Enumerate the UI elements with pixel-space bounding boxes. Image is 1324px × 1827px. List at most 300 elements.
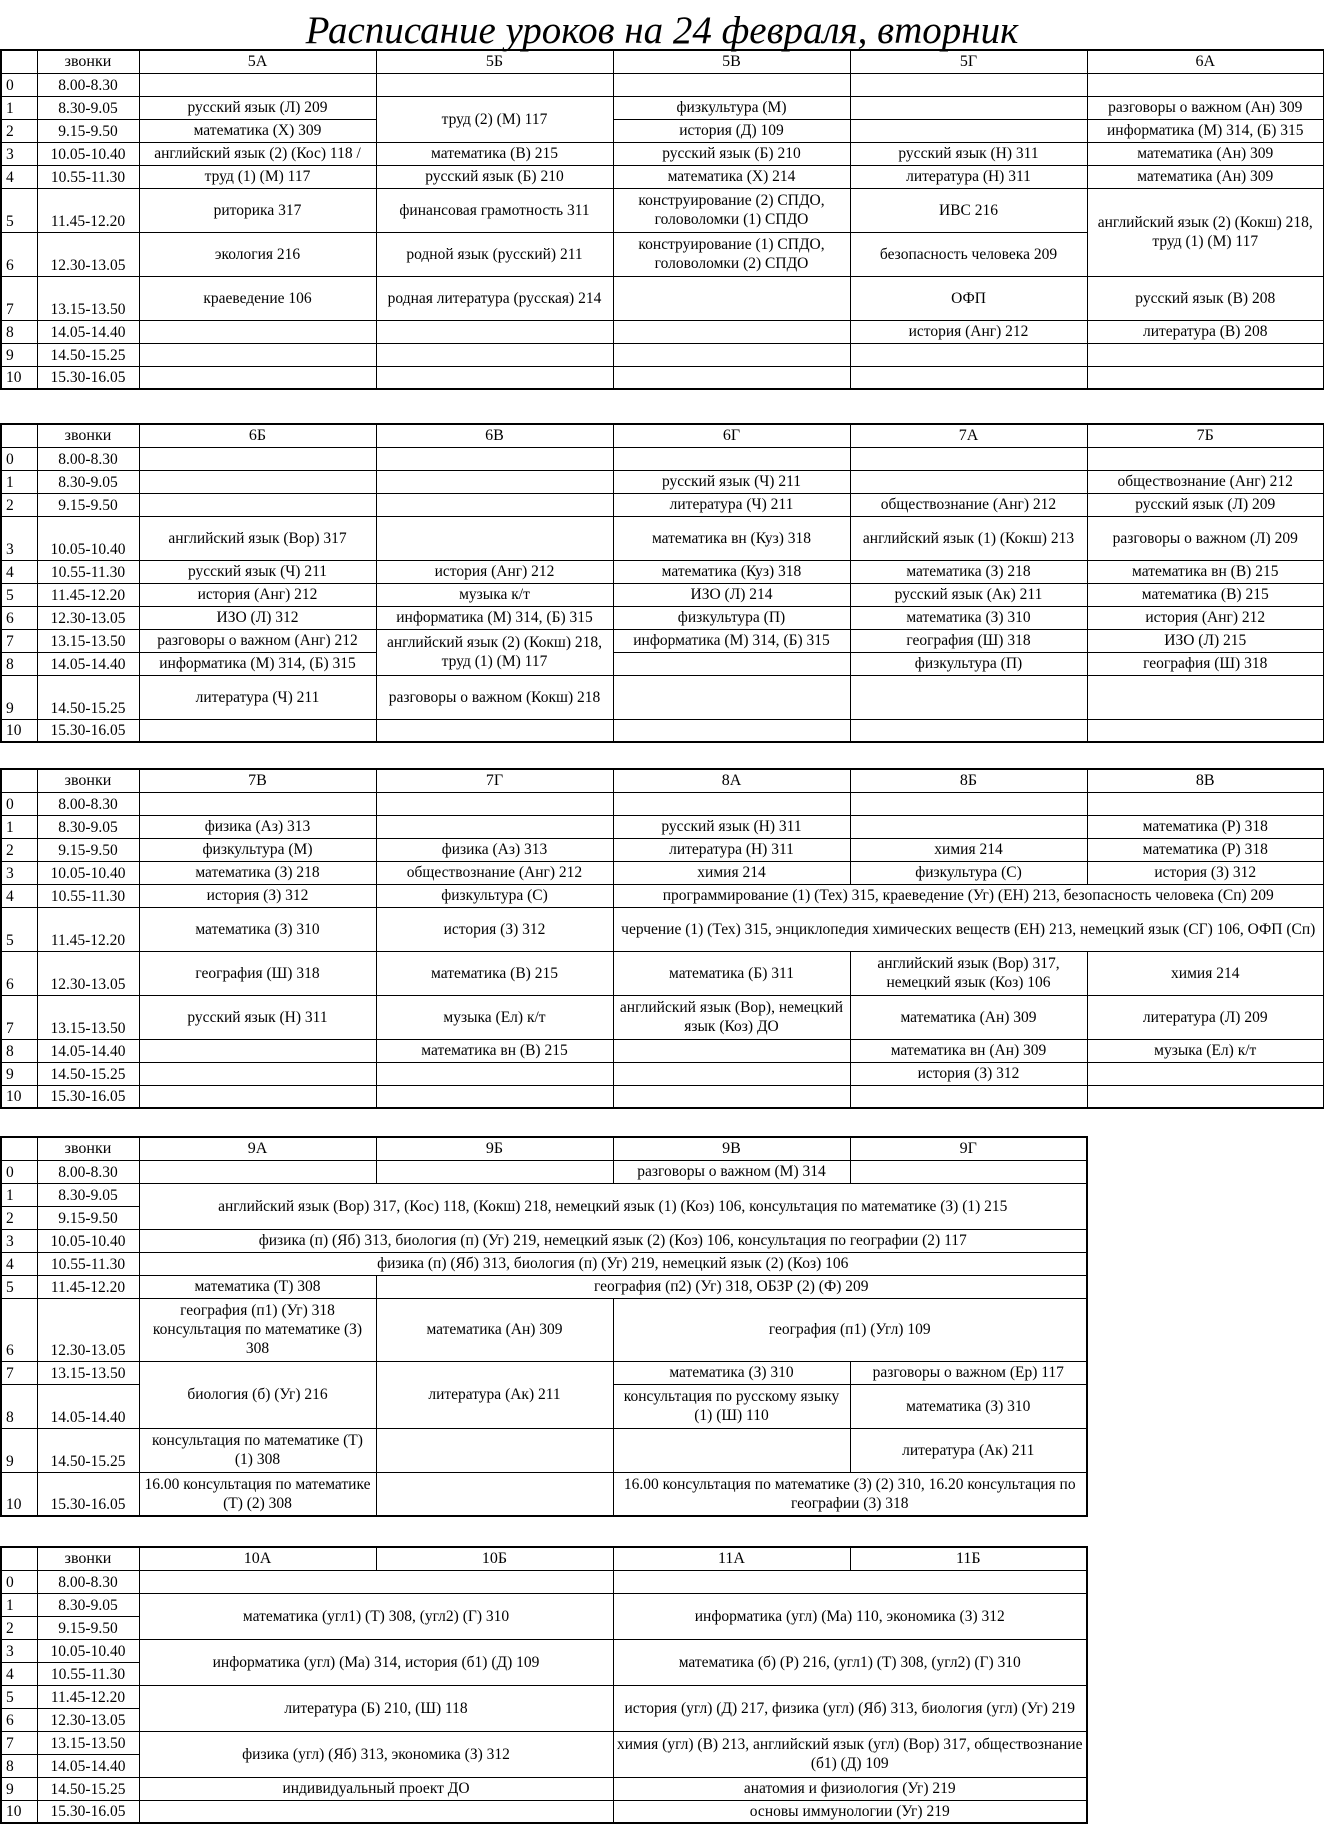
lesson-cell bbox=[613, 276, 850, 320]
lesson-number: 10 bbox=[1, 719, 37, 742]
lesson-number: 1 bbox=[1, 1593, 37, 1616]
lesson-cell: русский язык (Ак) 211 bbox=[850, 583, 1087, 606]
lesson-cell: английский язык (Вор) 317, немецкий язык (Коз) 106 bbox=[850, 951, 1087, 995]
lesson-cell bbox=[139, 1800, 613, 1823]
bell-time: 12.30-13.05 bbox=[37, 232, 139, 276]
lesson-cell: химия 214 bbox=[613, 861, 850, 884]
bell-time: 15.30-16.05 bbox=[37, 366, 139, 389]
bell-time: 11.45-12.20 bbox=[37, 188, 139, 232]
class-header: 11А bbox=[613, 1547, 850, 1570]
lesson-number: 3 bbox=[1, 861, 37, 884]
lesson-number: 7 bbox=[1, 1731, 37, 1754]
class-header: 5Б bbox=[376, 50, 613, 73]
header-row bbox=[1, 1547, 1087, 1570]
lesson-number: 4 bbox=[1, 560, 37, 583]
lesson-number: 9 bbox=[1, 675, 37, 719]
lesson-cell: физкультура (С) bbox=[376, 884, 613, 907]
lesson-row bbox=[1, 583, 1324, 606]
lesson-cell bbox=[376, 1472, 613, 1516]
lesson-cell: обществознание (Анг) 212 bbox=[850, 493, 1087, 516]
lesson-cell: химия (угл) (В) 213, английский язык (угл) (Вор) 317, обществознание (б1) (Д) 109 bbox=[613, 1731, 1087, 1777]
lesson-cell: обществознание (Анг) 212 bbox=[1087, 470, 1324, 493]
lesson-row bbox=[1, 719, 1324, 742]
lesson-number: 9 bbox=[1, 1062, 37, 1085]
lesson-cell: труд (1) (М) 117 bbox=[139, 165, 376, 188]
lesson-row bbox=[1, 1229, 1087, 1252]
lesson-cell: английский язык (Вор) 317 bbox=[139, 516, 376, 560]
lesson-cell: ИЗО (Л) 312 bbox=[139, 606, 376, 629]
lesson-number: 6 bbox=[1, 606, 37, 629]
lesson-cell: история (З) 312 bbox=[139, 884, 376, 907]
lesson-cell: математика (Ан) 309 bbox=[850, 995, 1087, 1039]
lesson-cell: история (Анг) 212 bbox=[376, 560, 613, 583]
lesson-number: 8 bbox=[1, 652, 37, 675]
lesson-cell: химия 214 bbox=[850, 838, 1087, 861]
lesson-cell bbox=[376, 1160, 613, 1183]
lesson-cell: физкультура (М) bbox=[613, 96, 850, 119]
lesson-cell: информатика (М) 314, (Б) 315 bbox=[1087, 119, 1324, 142]
lesson-cell bbox=[1087, 792, 1324, 815]
schedule-table-5a-6a bbox=[0, 49, 1324, 390]
lesson-row bbox=[1, 606, 1324, 629]
bell-time: 10.05-10.40 bbox=[37, 861, 139, 884]
lesson-row bbox=[1, 1039, 1324, 1062]
lesson-cell: физика (угл) (Яб) 313, экономика (З) 312 bbox=[139, 1731, 613, 1777]
lesson-cell: математика (Куз) 318 bbox=[613, 560, 850, 583]
bell-time: 14.05-14.40 bbox=[37, 1039, 139, 1062]
class-header: 7А bbox=[850, 424, 1087, 447]
lesson-cell: ОФП bbox=[850, 276, 1087, 320]
lesson-row bbox=[1, 1428, 1087, 1472]
lesson-number: 8 bbox=[1, 1754, 37, 1777]
schedule-table-9a-9g bbox=[0, 1136, 1088, 1517]
class-header: 11Б bbox=[850, 1547, 1087, 1570]
lesson-cell: информатика (М) 314, (Б) 315 bbox=[139, 652, 376, 675]
lesson-cell bbox=[850, 470, 1087, 493]
lesson-cell: ИЗО (Л) 214 bbox=[613, 583, 850, 606]
bell-time: 12.30-13.05 bbox=[37, 1298, 139, 1361]
lesson-cell bbox=[376, 792, 613, 815]
lesson-number: 7 bbox=[1, 276, 37, 320]
lesson-cell: литература (Ак) 211 bbox=[376, 1361, 613, 1428]
lesson-cell bbox=[376, 1062, 613, 1085]
lesson-cell: родной язык (русский) 211 bbox=[376, 232, 613, 276]
lesson-number: 9 bbox=[1, 1777, 37, 1800]
lesson-number: 4 bbox=[1, 165, 37, 188]
class-header: 5Г bbox=[850, 50, 1087, 73]
lesson-row bbox=[1, 1183, 1087, 1206]
lesson-row bbox=[1, 119, 1324, 142]
lesson-cell bbox=[850, 815, 1087, 838]
lesson-number: 0 bbox=[1, 792, 37, 815]
lesson-cell: математика (З) 310 bbox=[613, 1361, 850, 1384]
lesson-cell: русский язык (Л) 209 bbox=[1087, 493, 1324, 516]
lesson-number: 5 bbox=[1, 907, 37, 951]
class-header: 6Б bbox=[139, 424, 376, 447]
bell-time: 14.50-15.25 bbox=[37, 1777, 139, 1800]
bell-time: 13.15-13.50 bbox=[37, 629, 139, 652]
lesson-row bbox=[1, 861, 1324, 884]
lesson-cell: разговоры о важном (Анг) 212 bbox=[139, 629, 376, 652]
lesson-cell: родная литература (русская) 214 bbox=[376, 276, 613, 320]
lesson-cell bbox=[376, 366, 613, 389]
lesson-cell: математика (Р) 318 bbox=[1087, 815, 1324, 838]
lesson-row bbox=[1, 1639, 1087, 1662]
lesson-number: 5 bbox=[1, 188, 37, 232]
lesson-cell: английский язык (Вор) 317, (Кос) 118, (Кокш) 218, немецкий язык (1) (Коз) 106, консультация по математике (З) (1) 215 bbox=[139, 1183, 1087, 1229]
schedule-table-7v-8v bbox=[0, 768, 1324, 1109]
bell-time: 11.45-12.20 bbox=[37, 1275, 139, 1298]
lesson-cell: история (Анг) 212 bbox=[850, 320, 1087, 343]
bell-time: 8.30-9.05 bbox=[37, 96, 139, 119]
lesson-cell bbox=[613, 719, 850, 742]
lesson-row bbox=[1, 1298, 1087, 1361]
lesson-cell bbox=[376, 719, 613, 742]
lesson-number: 6 bbox=[1, 232, 37, 276]
lesson-cell bbox=[1087, 73, 1324, 96]
lesson-cell: география (п2) (Уг) 318, ОБЗР (2) (Ф) 209 bbox=[376, 1275, 1087, 1298]
lesson-cell: математика (В) 215 bbox=[376, 951, 613, 995]
lesson-cell bbox=[613, 73, 850, 96]
lesson-row bbox=[1, 320, 1324, 343]
lesson-cell: история (З) 312 bbox=[1087, 861, 1324, 884]
lesson-cell: география (Ш) 318 bbox=[139, 951, 376, 995]
lesson-cell: русский язык (Н) 311 bbox=[139, 995, 376, 1039]
lesson-cell bbox=[139, 366, 376, 389]
lesson-number: 0 bbox=[1, 1160, 37, 1183]
lesson-cell: обществознание (Анг) 212 bbox=[376, 861, 613, 884]
lesson-cell bbox=[376, 493, 613, 516]
lesson-row bbox=[1, 276, 1324, 320]
lesson-cell bbox=[613, 343, 850, 366]
lesson-cell: история (Анг) 212 bbox=[139, 583, 376, 606]
lesson-cell: математика вн (В) 215 bbox=[376, 1039, 613, 1062]
lesson-cell: краеведение 106 bbox=[139, 276, 376, 320]
bell-time: 9.15-9.50 bbox=[37, 119, 139, 142]
bell-time: 15.30-16.05 bbox=[37, 1472, 139, 1516]
bells-header: звонки bbox=[37, 1547, 139, 1570]
lesson-cell bbox=[1087, 343, 1324, 366]
lesson-cell: литература (Б) 210, (Ш) 118 bbox=[139, 1685, 613, 1731]
lesson-cell: математика вн (Куз) 318 bbox=[613, 516, 850, 560]
lesson-row bbox=[1, 1252, 1087, 1275]
lesson-row bbox=[1, 1160, 1087, 1183]
lesson-cell bbox=[376, 320, 613, 343]
lesson-number: 1 bbox=[1, 470, 37, 493]
bell-time: 14.50-15.25 bbox=[37, 343, 139, 366]
bell-time: 8.30-9.05 bbox=[37, 815, 139, 838]
lesson-row bbox=[1, 447, 1324, 470]
lesson-number: 6 bbox=[1, 1298, 37, 1361]
lesson-row bbox=[1, 815, 1324, 838]
lesson-cell: труд (2) (М) 117 bbox=[376, 96, 613, 142]
lesson-cell bbox=[1087, 366, 1324, 389]
bell-time: 15.30-16.05 bbox=[37, 1800, 139, 1823]
bell-time: 8.00-8.30 bbox=[37, 1570, 139, 1593]
bell-time: 13.15-13.50 bbox=[37, 995, 139, 1039]
lesson-row bbox=[1, 1593, 1087, 1616]
lesson-row bbox=[1, 1777, 1087, 1800]
lesson-row bbox=[1, 1275, 1087, 1298]
lesson-cell: консультация по математике (Т) (1) 308 bbox=[139, 1428, 376, 1472]
lesson-cell: математика (З) 218 bbox=[139, 861, 376, 884]
lesson-row bbox=[1, 652, 1324, 675]
lesson-cell: разговоры о важном (Л) 209 bbox=[1087, 516, 1324, 560]
lesson-cell bbox=[613, 652, 850, 675]
bell-time: 14.05-14.40 bbox=[37, 320, 139, 343]
class-header: 5А bbox=[139, 50, 376, 73]
lesson-cell bbox=[613, 1570, 1087, 1593]
class-header: 6В bbox=[376, 424, 613, 447]
lesson-cell: литература (Ч) 211 bbox=[139, 675, 376, 719]
lesson-row bbox=[1, 366, 1324, 389]
lesson-cell bbox=[850, 792, 1087, 815]
lesson-row bbox=[1, 560, 1324, 583]
lesson-number: 9 bbox=[1, 343, 37, 366]
lesson-number: 7 bbox=[1, 1361, 37, 1384]
lesson-cell bbox=[850, 119, 1087, 142]
lesson-row bbox=[1, 675, 1324, 719]
lesson-cell bbox=[850, 447, 1087, 470]
lesson-number-header bbox=[1, 50, 37, 73]
lesson-cell: физкультура (М) bbox=[139, 838, 376, 861]
lesson-row bbox=[1, 838, 1324, 861]
class-header: 7Г bbox=[376, 769, 613, 792]
bell-time: 8.30-9.05 bbox=[37, 1183, 139, 1206]
lesson-cell: безопасность человека 209 bbox=[850, 232, 1087, 276]
lesson-cell: математика (Ан) 309 bbox=[1087, 142, 1324, 165]
lesson-number: 5 bbox=[1, 583, 37, 606]
lesson-number: 1 bbox=[1, 815, 37, 838]
lesson-number: 0 bbox=[1, 73, 37, 96]
class-header: 10Б bbox=[376, 1547, 613, 1570]
lesson-cell: консультация по русскому языку (1) (Ш) 110 bbox=[613, 1384, 850, 1428]
class-header: 9А bbox=[139, 1137, 376, 1160]
bells-header: звонки bbox=[37, 424, 139, 447]
lesson-cell bbox=[850, 343, 1087, 366]
lesson-cell bbox=[139, 719, 376, 742]
lesson-number: 10 bbox=[1, 366, 37, 389]
lesson-cell: география (Ш) 318 bbox=[850, 629, 1087, 652]
lesson-number: 5 bbox=[1, 1685, 37, 1708]
lesson-number: 6 bbox=[1, 951, 37, 995]
lesson-cell: анатомия и физиология (Уг) 219 bbox=[613, 1777, 1087, 1800]
lesson-cell: математика (Б) 311 bbox=[613, 951, 850, 995]
bell-time: 10.55-11.30 bbox=[37, 1662, 139, 1685]
lesson-cell: математика (Х) 214 bbox=[613, 165, 850, 188]
lesson-cell: экология 216 bbox=[139, 232, 376, 276]
lesson-cell: математика (Ан) 309 bbox=[1087, 165, 1324, 188]
lesson-cell bbox=[1087, 1062, 1324, 1085]
lesson-cell bbox=[139, 1062, 376, 1085]
class-header: 5В bbox=[613, 50, 850, 73]
header-row bbox=[1, 50, 1324, 73]
bell-time: 9.15-9.50 bbox=[37, 1206, 139, 1229]
lesson-cell: литература (Ак) 211 bbox=[850, 1428, 1087, 1472]
lesson-cell: биология (б) (Уг) 216 bbox=[139, 1361, 376, 1428]
class-header: 9В bbox=[613, 1137, 850, 1160]
bells-header: звонки bbox=[37, 1137, 139, 1160]
lesson-cell bbox=[613, 1085, 850, 1108]
lesson-cell bbox=[139, 493, 376, 516]
lesson-cell bbox=[850, 96, 1087, 119]
lesson-number: 2 bbox=[1, 493, 37, 516]
lesson-cell bbox=[850, 73, 1087, 96]
bell-time: 8.30-9.05 bbox=[37, 1593, 139, 1616]
lesson-cell: русский язык (Н) 311 bbox=[613, 815, 850, 838]
lesson-cell: русский язык (Ч) 211 bbox=[613, 470, 850, 493]
class-header: 7Б bbox=[1087, 424, 1324, 447]
class-header: 9Б bbox=[376, 1137, 613, 1160]
lesson-row bbox=[1, 1685, 1087, 1708]
bell-time: 15.30-16.05 bbox=[37, 719, 139, 742]
lesson-cell: физкультура (П) bbox=[850, 652, 1087, 675]
lesson-cell bbox=[376, 447, 613, 470]
lesson-number: 4 bbox=[1, 1662, 37, 1685]
lesson-number: 2 bbox=[1, 838, 37, 861]
bell-time: 9.15-9.50 bbox=[37, 838, 139, 861]
bell-time: 10.55-11.30 bbox=[37, 560, 139, 583]
spacer bbox=[0, 400, 1324, 422]
lesson-row bbox=[1, 516, 1324, 560]
lesson-cell bbox=[613, 675, 850, 719]
lesson-cell: черчение (1) (Тех) 315, энциклопедия химических веществ (ЕН) 213, немецкий язык (СГ) 106, ОФП (Сп) bbox=[613, 907, 1324, 951]
lesson-cell bbox=[613, 1039, 850, 1062]
lesson-cell: литература (Л) 209 bbox=[1087, 995, 1324, 1039]
lesson-cell bbox=[376, 516, 613, 560]
lesson-cell: математика (Х) 309 bbox=[139, 119, 376, 142]
lesson-cell: литература (В) 208 bbox=[1087, 320, 1324, 343]
lesson-row bbox=[1, 165, 1324, 188]
lesson-cell: финансовая грамотность 311 bbox=[376, 188, 613, 232]
lesson-cell bbox=[1087, 447, 1324, 470]
lesson-cell: 16.00 консультация по математике (З) (2) 310, 16.20 консультация по географии (3) 318 bbox=[613, 1472, 1087, 1516]
lesson-cell: музыка к/т bbox=[376, 583, 613, 606]
lesson-row bbox=[1, 792, 1324, 815]
lesson-cell: английский язык (2) (Кос) 118 / bbox=[139, 142, 376, 165]
lesson-cell bbox=[850, 1160, 1087, 1183]
bell-time: 14.05-14.40 bbox=[37, 652, 139, 675]
lesson-cell: математика (З) 310 bbox=[139, 907, 376, 951]
bell-time: 14.50-15.25 bbox=[37, 1062, 139, 1085]
bell-time: 10.05-10.40 bbox=[37, 1229, 139, 1252]
lesson-row bbox=[1, 1472, 1087, 1516]
lesson-cell bbox=[850, 1085, 1087, 1108]
lesson-number-header bbox=[1, 1547, 37, 1570]
class-header: 8А bbox=[613, 769, 850, 792]
lesson-row bbox=[1, 470, 1324, 493]
lesson-cell bbox=[139, 73, 376, 96]
lesson-row bbox=[1, 493, 1324, 516]
lesson-cell: русский язык (Б) 210 bbox=[376, 165, 613, 188]
lesson-cell: математика (Ан) 309 bbox=[376, 1298, 613, 1361]
lesson-number: 4 bbox=[1, 884, 37, 907]
bell-time: 8.00-8.30 bbox=[37, 73, 139, 96]
lesson-cell: 16.00 консультация по математике (Т) (2) 308 bbox=[139, 1472, 376, 1516]
lesson-row bbox=[1, 343, 1324, 366]
lesson-cell: физкультура (С) bbox=[850, 861, 1087, 884]
lesson-cell: английский язык (1) (Кокш) 213 bbox=[850, 516, 1087, 560]
lesson-number: 3 bbox=[1, 1639, 37, 1662]
lesson-cell: русский язык (Л) 209 bbox=[139, 96, 376, 119]
lesson-cell: английский язык (2) (Кокш) 218, труд (1) (М) 117 bbox=[376, 629, 613, 675]
lesson-cell bbox=[613, 792, 850, 815]
lesson-cell: физика (Аз) 313 bbox=[139, 815, 376, 838]
lesson-cell: физкультура (П) bbox=[613, 606, 850, 629]
lesson-cell: разговоры о важном (Ер) 117 bbox=[850, 1361, 1087, 1384]
lesson-cell: русский язык (Б) 210 bbox=[613, 142, 850, 165]
lesson-number: 2 bbox=[1, 1206, 37, 1229]
bells-header: звонки bbox=[37, 50, 139, 73]
lesson-number-header bbox=[1, 769, 37, 792]
lesson-number: 0 bbox=[1, 447, 37, 470]
lesson-number: 8 bbox=[1, 320, 37, 343]
lesson-number: 4 bbox=[1, 1252, 37, 1275]
lesson-row bbox=[1, 1085, 1324, 1108]
bell-time: 8.00-8.30 bbox=[37, 447, 139, 470]
lesson-cell: математика (В) 215 bbox=[376, 142, 613, 165]
lesson-row bbox=[1, 884, 1324, 907]
lesson-number: 10 bbox=[1, 1472, 37, 1516]
lesson-cell: физика (Аз) 313 bbox=[376, 838, 613, 861]
schedule-table-6b-7b bbox=[0, 423, 1324, 743]
bell-time: 14.05-14.40 bbox=[37, 1754, 139, 1777]
lesson-number: 0 bbox=[1, 1570, 37, 1593]
lesson-number: 7 bbox=[1, 995, 37, 1039]
lesson-cell: математика (угл1) (Т) 308, (угл2) (Г) 310 bbox=[139, 1593, 613, 1639]
bell-time: 15.30-16.05 bbox=[37, 1085, 139, 1108]
lesson-cell: география (п1) (Уг) 318 консультация по математике (З) 308 bbox=[139, 1298, 376, 1361]
lesson-number-header bbox=[1, 1137, 37, 1160]
lesson-cell: программирование (1) (Тех) 315, краеведение (Уг) (ЕН) 213, безопасность человека (Сп) 209 bbox=[613, 884, 1324, 907]
bell-time: 12.30-13.05 bbox=[37, 606, 139, 629]
lesson-cell: английский язык (2) (Кокш) 218, труд (1) (М) 117 bbox=[1087, 188, 1324, 276]
lesson-cell: история (Д) 109 bbox=[613, 119, 850, 142]
bell-time: 9.15-9.50 bbox=[37, 493, 139, 516]
class-header: 10А bbox=[139, 1547, 376, 1570]
lesson-cell bbox=[139, 343, 376, 366]
lesson-number: 9 bbox=[1, 1428, 37, 1472]
lesson-cell: русский язык (Н) 311 bbox=[850, 142, 1087, 165]
header-row bbox=[1, 1137, 1087, 1160]
lesson-number: 3 bbox=[1, 1229, 37, 1252]
lesson-number: 10 bbox=[1, 1085, 37, 1108]
bell-time: 11.45-12.20 bbox=[37, 583, 139, 606]
lesson-cell bbox=[139, 792, 376, 815]
lesson-cell bbox=[1087, 719, 1324, 742]
lesson-row bbox=[1, 73, 1324, 96]
schedule-table-10a-11b bbox=[0, 1546, 1088, 1824]
lesson-cell: конструирование (2) СПДО, головоломки (1) СПДО bbox=[613, 188, 850, 232]
lesson-number: 6 bbox=[1, 1708, 37, 1731]
lesson-cell bbox=[139, 447, 376, 470]
bell-time: 10.55-11.30 bbox=[37, 1252, 139, 1275]
bell-time: 11.45-12.20 bbox=[37, 1685, 139, 1708]
lesson-cell: математика (З) 218 bbox=[850, 560, 1087, 583]
bell-time: 8.00-8.30 bbox=[37, 1160, 139, 1183]
bell-time: 14.50-15.25 bbox=[37, 675, 139, 719]
lesson-cell: разговоры о важном (М) 314 bbox=[613, 1160, 850, 1183]
class-header: 8Б bbox=[850, 769, 1087, 792]
lesson-cell: математика (Т) 308 bbox=[139, 1275, 376, 1298]
lesson-cell: история (З) 312 bbox=[850, 1062, 1087, 1085]
lesson-cell bbox=[850, 675, 1087, 719]
bell-time: 10.55-11.30 bbox=[37, 165, 139, 188]
lesson-cell: музыка (Ел) к/т bbox=[1087, 1039, 1324, 1062]
lesson-cell bbox=[613, 447, 850, 470]
lesson-cell bbox=[376, 73, 613, 96]
lesson-cell bbox=[376, 815, 613, 838]
